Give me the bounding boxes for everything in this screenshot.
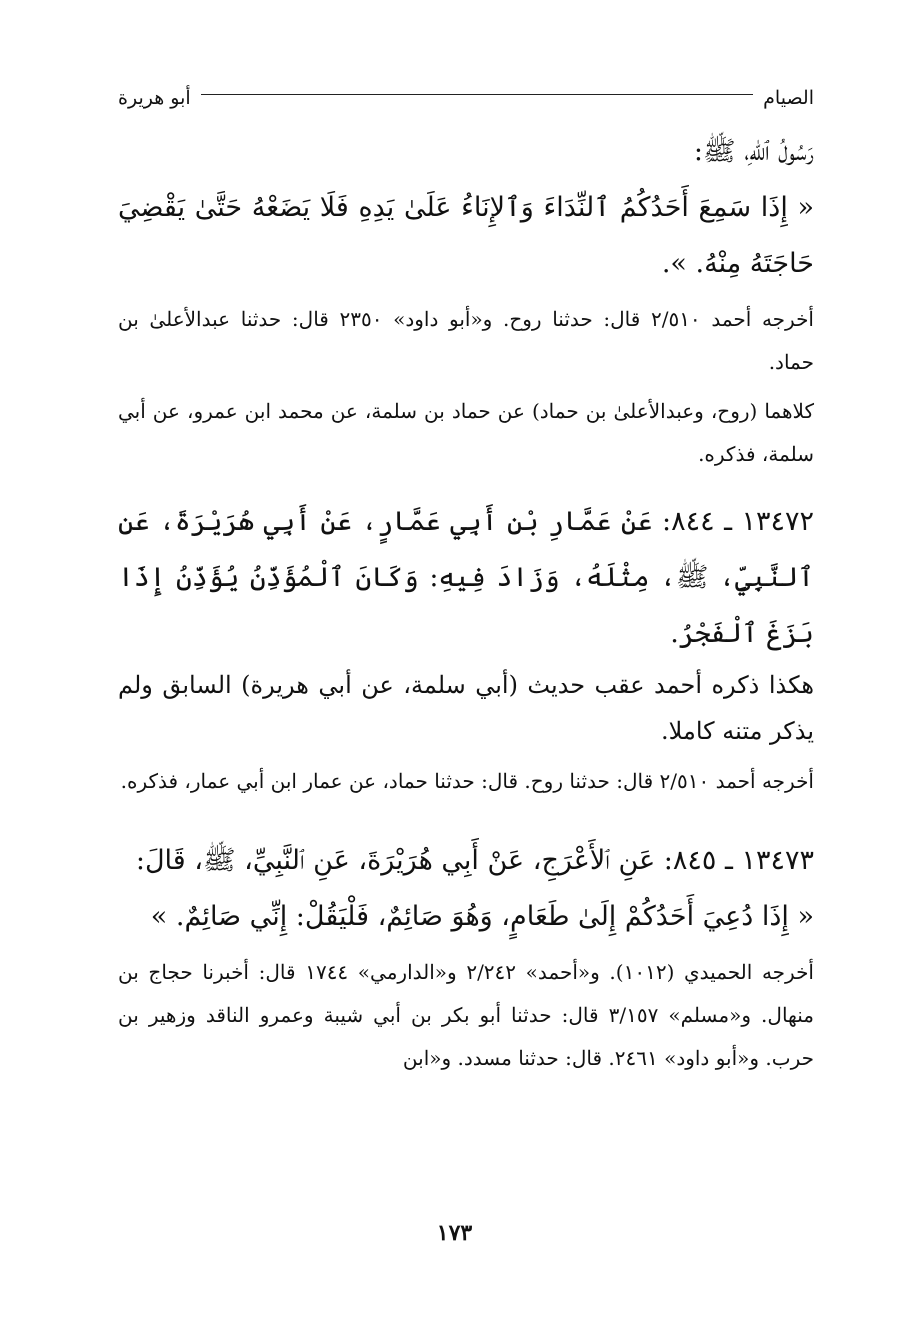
page-body <box>118 80 814 1080</box>
hadith-2-takhrij: أخرجه أحمد ٢/٥١٠ قال: حدثنا روح. قال: حدثنا حماد، عن عمار ابن أبي عمار، فذكره. <box>120 769 814 793</box>
hadith-3-takhrij: أخرجه الحميدي (١٠١٢). و«أحمد» ٢/٢٤٢ و«الدارمي» ١٧٤٤ قال: أخبرنا حجاج بن منهال. و«مسلم» ٣/١٥٧ قال: حدثنا أبو بكر بن أبي شيبة وعمرو الناقد وزهير بن حرب. و«أبو داود» ٢٤٦١. قال: حدثنا مسدد. و«ابن <box>118 960 814 1070</box>
header-chapter: الصيام <box>763 87 814 109</box>
page-number: ١٧٣ <box>436 1220 473 1246</box>
running-header <box>118 80 814 116</box>
hadith-2-note: هكذا ذكره أحمد عقب حديث (أبي سلمة، عن أبي هريرة) السابق ولم يذكر متنه كاملا. <box>118 671 814 745</box>
hadith-1-quote: « إِذَا سَمِعَ أَحَدُكُمُ ٱلنِّدَاءَ وَٱلإِنَاءُ عَلَىٰ يَدِهِ فَلَا يَضَعْهُ حَتَّىٰ يَقْضِيَ حَاجَتَهُ مِنْهُ. ». <box>118 192 814 279</box>
header-rule <box>201 94 754 95</box>
hadith-1-tail: رَسُولُ ٱللهِ، ﷺ: <box>693 136 814 167</box>
header-narrator: أبو هريرة <box>118 87 191 109</box>
hadith-3-quote: « إِذَا دُعِيَ أَحَدُكُمْ إِلَىٰ طَعَامٍ، وَهُوَ صَائِمٌ، فَلْيَقُلْ: إِنِّي صَائِمٌ. » <box>150 901 814 932</box>
hadith-1-isnad: كلاهما (روح، وعبدالأعلىٰ بن حماد) عن حماد بن سلمة، عن محمد ابن عمرو، عن أبي سلمة، فذكره. <box>118 399 814 466</box>
hadith-3-text: ١٣٤٧٣ ـ ٨٤٥: عَنِ ٱلأَعْرَجِ، عَنْ أَبِي هُرَيْرَةَ، عَنِ ٱلنَّبِيِّ، ﷺ، قَالَ: <box>135 845 814 876</box>
hadith-1-takhrij: أخرجه أحمد ٢/٥١٠ قال: حدثنا روح. و«أبو داود» ٢٣٥٠ قال: حدثنا عبدالأعلىٰ بن حماد. <box>118 307 814 374</box>
hadith-2-text: ١٣٤٧٢ ـ ٨٤٤: عَنْ عَمَّارِ بْنِ أَبِي عَمَّارٍ، عَنْ أَبِي هُرَيْرَةَ، عَنِ ٱلنَّبِيِّ، ﷺ، مِثْلَهُ، وَزَادَ فِيهِ: وَكَانَ ٱلْمُؤَذِّنُ يُؤَذِّنُ إِذَا بَزَغَ ٱلْفَجْرُ. <box>118 506 814 649</box>
